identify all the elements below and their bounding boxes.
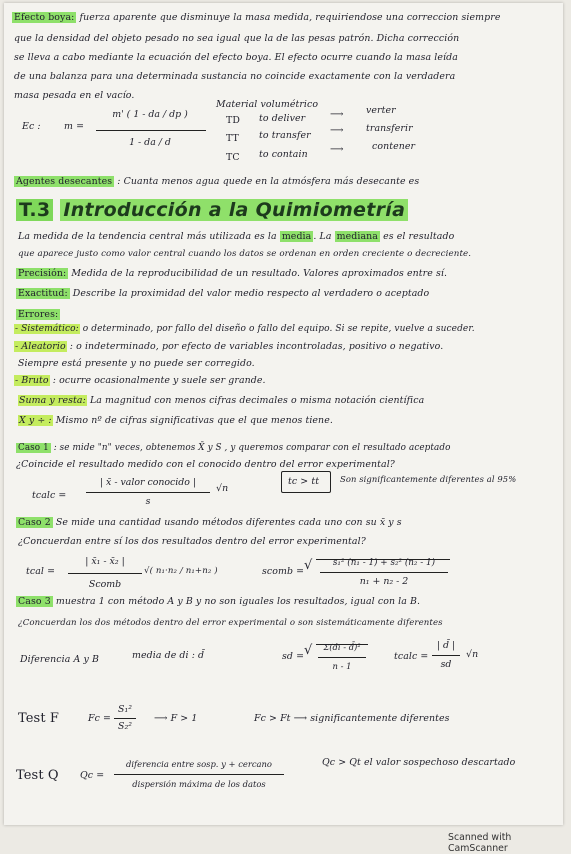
- caso1-denominator: s: [145, 496, 151, 507]
- caso3-text: muestra 1 con método A y B y no son iguales los resultados, igual con la B.: [55, 596, 421, 607]
- media-highlight: media: [281, 231, 312, 242]
- caso1-box-text: tc > tt: [288, 476, 320, 487]
- caso2-fraction-bar: [68, 573, 142, 574]
- caso1-line: [16, 443, 451, 453]
- caso3-sqrt-icon: √: [304, 643, 313, 658]
- testf-fc: Fc =: [88, 713, 111, 724]
- caso3-sd-numerator: Σ(di - d̄)²: [323, 642, 361, 652]
- tc-arrow-icon: ⟶: [330, 144, 344, 155]
- caso2-numerator: | x̄₁ - x̄₂ |: [85, 556, 125, 567]
- efecto-boya-line2: que la densidad del objeto pesado no sea igual que la de las pesas patrón. Dicha corrección: [14, 33, 460, 44]
- testf-numerator: S₁²: [118, 704, 132, 715]
- tendencia-line1: [18, 231, 454, 242]
- suma-text: La magnitud con menos cifras decimales o misma notación científica: [89, 395, 425, 406]
- aleatorio-line: [14, 341, 443, 352]
- tendencia-text-b: . La: [313, 231, 332, 242]
- section-number: T.3: [16, 199, 53, 221]
- sistematico-label: - Sistemático:: [15, 324, 79, 334]
- testq-label: Test Q: [16, 768, 59, 783]
- td-result: verter: [366, 105, 396, 116]
- caso1-fraction-bar: [86, 492, 210, 493]
- tendencia-text-a: La medida de la tendencia central más utilizada es la: [18, 231, 277, 242]
- equation-denominator: 1 - da / d: [129, 137, 171, 148]
- tc-result: contener: [372, 141, 416, 152]
- errores-heading: [16, 309, 60, 320]
- caso2-text: Se mide una cantidad usando métodos diferentes cada uno con su x̄ y s: [55, 517, 402, 528]
- scomb-denominator: n₁ + n₂ - 2: [359, 576, 409, 587]
- bruto-text: : ocurre ocasionalmente y suele ser grande.: [52, 375, 266, 386]
- caso3-pregunta: ¿Concuerdan los dos métodos dentro del error experimental o son sistemáticamente diferentes: [18, 618, 443, 628]
- caso1-text: : se mide "n" veces, obtenemos X̄ y S , y queremos comparar con el resultado aceptado: [53, 443, 451, 453]
- testq-numerator: diferencia entre sosp. y + cercano: [126, 759, 272, 769]
- caso1-pregunta: ¿Coincide el resultado medido con el conocido dentro del error experimental?: [16, 459, 395, 470]
- desecantes-text: : Cuanta menos agua quede en la atmósfera más desecante es: [117, 176, 420, 187]
- aleatorio-label: - Aleatorio: [15, 341, 66, 352]
- sistematico-line: [14, 324, 475, 334]
- tendencia-text-c: es el resultado: [383, 231, 455, 242]
- tt-arrow-icon: ⟶: [330, 125, 344, 136]
- suma-label: Suma y resta:: [19, 395, 86, 406]
- m-label: m =: [64, 121, 85, 132]
- caso3-sd-label: sd =: [282, 651, 305, 662]
- scomb-label: scomb =: [262, 566, 305, 577]
- testf-fraction-bar: [114, 718, 136, 719]
- td-text: to deliver: [259, 113, 306, 124]
- efecto-boya-text: fuerza aparente que disminuye la masa medida, requiriendose una correccion siempre: [79, 12, 501, 23]
- caso3-label: Caso 3: [18, 596, 51, 607]
- caso3-t-numerator: | d̄ |: [436, 640, 456, 651]
- caso3-sqrt: √n: [466, 649, 479, 660]
- multiplicacion-label: X y ÷ :: [19, 415, 52, 426]
- caso2-sqrt: √( n₁·n₂ / n₁+n₂ ): [144, 566, 218, 576]
- testf-label: Test F: [18, 711, 60, 726]
- caso3-tcalc: tcalc =: [394, 651, 429, 662]
- caso3-line: [16, 596, 420, 607]
- caso1-numerator: | x̄ - valor conocido |: [99, 477, 197, 488]
- exactitud-text: Describe la proximidad del valor medio respecto al verdadero o aceptado: [72, 288, 430, 299]
- caso1-conclusion: Son significantemente diferentes al 95%: [340, 474, 517, 484]
- tendencia-line2: que aparece justo como valor central cuando los datos se ordenan en orden creciente o decreciente.: [18, 249, 472, 259]
- ec-label: Ec :: [22, 121, 41, 132]
- caso1-tcalc: tcalc =: [32, 490, 67, 501]
- caso3-diferencia: Diferencia A y B: [20, 654, 99, 665]
- testq-fraction-bar: [114, 774, 284, 775]
- sistematico-text: o determinado, por fallo del diseño o fallo del equipo. Si se repite, vuelve a suceder.: [82, 324, 475, 334]
- tc-label: TC: [226, 152, 240, 163]
- notebook-page: [4, 3, 563, 825]
- bruto-label: - Bruto: [15, 375, 49, 386]
- equation-fraction-bar: [96, 130, 206, 131]
- multiplicacion-line: [18, 415, 333, 426]
- efecto-boya-line3: se lleva a cabo mediante la ecuación del efecto boya. El efecto ocurre cuando la masa leída: [14, 52, 458, 63]
- exactitud-label: Exactitud:: [18, 288, 68, 299]
- caso3-t-denominator: sd: [440, 659, 452, 670]
- precision-text: Medida de la reproducibilidad de un resultado. Valores aproximados entre sí.: [71, 268, 448, 279]
- testf-condition: ⟶ F > 1: [154, 713, 198, 724]
- multiplicacion-text: Mismo nº de cifras significativas que el que menos tiene.: [55, 415, 333, 426]
- caso1-label: Caso 1: [18, 443, 49, 453]
- bruto-line: [14, 375, 266, 386]
- equation-numerator: m' ( 1 - da / dp ): [112, 109, 188, 120]
- efecto-boya-line5: masa pesada en el vacío.: [14, 90, 135, 101]
- mediana-highlight: mediana: [336, 231, 378, 242]
- caso1-sqrt: √n: [216, 483, 229, 494]
- scomb-sqrt-icon: √: [304, 558, 313, 573]
- testq-result: Qc > Qt el valor sospechoso descartado: [322, 757, 516, 768]
- testf-result: Fc > Ft ⟶ significantemente diferentes: [254, 713, 450, 724]
- scomb-numerator: s₁² (n₁ - 1) + s₂² (n₂ - 1): [332, 558, 436, 568]
- tt-result: transferir: [366, 123, 413, 134]
- errores-label: Errores:: [18, 309, 59, 320]
- td-label: TD: [226, 115, 240, 126]
- precision-label: Precisión:: [18, 268, 67, 279]
- aleatorio-text: : o indeterminado, por efecto de variables incontroladas, positivo o negativo.: [69, 341, 444, 352]
- caso3-t-fraction-bar: [432, 655, 460, 656]
- scomb-fraction-bar: [320, 572, 448, 573]
- tt-label: TT: [226, 133, 239, 144]
- caso2-line: [16, 517, 402, 528]
- caso2-pregunta: ¿Concuerdan entre sí los dos resultados dentro del error experimental?: [18, 536, 366, 547]
- testq-denominator: dispersión máxima de los datos: [132, 779, 266, 789]
- aleatorio-line2: Siempre está presente y no puede ser corregido.: [18, 358, 255, 369]
- testf-denominator: S₂²: [118, 721, 132, 732]
- caso3-media: media de di : d̄: [132, 650, 205, 661]
- caso2-denominator: Scomb: [88, 579, 122, 590]
- caso2-label: Caso 2: [18, 517, 51, 528]
- efecto-boya-line1: [12, 12, 500, 23]
- td-arrow-icon: ⟶: [330, 109, 344, 120]
- exactitud-line: [16, 288, 429, 299]
- tt-text: to transfer: [259, 130, 311, 141]
- caso3-sd-denominator: n - 1: [332, 661, 352, 671]
- efecto-boya-line4: de una balanza para una determinada sustancia no coincide exactamente con la verdadera: [14, 71, 456, 82]
- section-title-text: Introducción a la Quimiometría: [60, 199, 408, 221]
- suma-line: [18, 395, 424, 406]
- caso3-sd-fraction-bar: [318, 657, 366, 658]
- testq-qc: Qc =: [80, 770, 105, 781]
- desecantes-label: Agentes desecantes: [16, 176, 113, 187]
- precision-line: [16, 268, 447, 279]
- desecantes-line: [14, 176, 419, 187]
- scanner-watermark: Scanned with CamScanner: [448, 832, 512, 854]
- tc-text: to contain: [259, 149, 308, 160]
- section-title: [16, 199, 408, 221]
- efecto-boya-label: Efecto boya:: [14, 12, 75, 23]
- caso2-tcal: tcal =: [26, 566, 56, 577]
- material-volumetrico: Material volumétrico: [216, 99, 319, 110]
